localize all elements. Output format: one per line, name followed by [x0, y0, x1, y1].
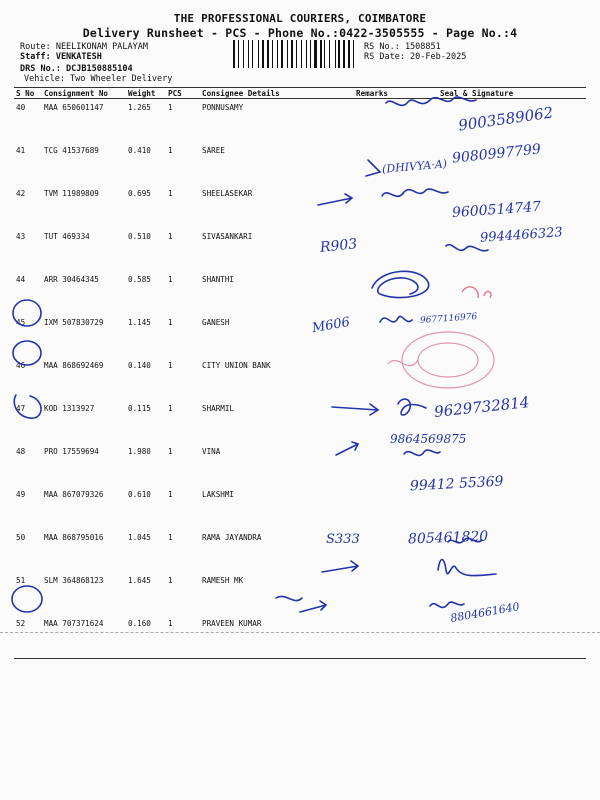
cell-sno: 48	[16, 447, 26, 456]
cell-weight: 0.610	[128, 490, 151, 499]
cell-consignment: SLM 364868123	[44, 576, 104, 585]
cell-sno: 41	[16, 146, 26, 155]
cell-sno: 40	[16, 103, 26, 112]
signature-40	[386, 97, 476, 105]
circle-mark-45	[13, 300, 41, 326]
cell-consignee: SHANTHI	[202, 275, 235, 284]
cell-weight: 1.265	[128, 103, 151, 112]
runsheet-subtitle: Delivery Runsheet - PCS - Phone No.:0422-3505555 - Page No.:4	[82, 26, 518, 40]
staff-label: Staff: VENKATESH	[20, 52, 102, 62]
cell-pcs: 1	[168, 404, 173, 413]
cell-sno: 42	[16, 189, 26, 198]
cell-pcs: 1	[168, 490, 173, 499]
cell-consignee: VINA	[202, 447, 221, 456]
cell-sno: 52	[14, 615, 42, 659]
stamp-outer	[402, 332, 494, 388]
cell-sno: 51	[16, 576, 26, 585]
cell-consignment: MAA 707371624	[42, 615, 126, 659]
cell-consignee: SIVASANKARI	[202, 232, 253, 241]
cell-sno: 47	[16, 404, 26, 413]
cell-weight: 0.160	[126, 615, 166, 659]
cell-consignee: SAREE	[202, 146, 225, 155]
handwritten-code-43: R903	[319, 236, 358, 256]
cell-pcs: 1	[168, 103, 173, 112]
circle-mark-52	[12, 586, 42, 612]
col-sno: S No	[14, 88, 42, 99]
cell-consignment: TUT 469334	[44, 232, 90, 241]
arrow-42	[318, 194, 352, 205]
drs-label: DRS No.: DCJB150885104	[20, 64, 133, 74]
arrow-41	[366, 160, 380, 176]
route-label: Route: NEELIKONAM PALAYAM	[20, 42, 148, 52]
col-signature: Seal & Signature	[416, 88, 586, 99]
cell-sno: 44	[16, 275, 26, 284]
rs-number: RS No.: 1508851	[364, 42, 441, 52]
handwritten-code-45: M606	[310, 314, 352, 337]
cell-consignee: LAKSHMI	[202, 490, 235, 499]
cell-pcs: 1	[168, 576, 173, 585]
stamp-inner	[418, 343, 478, 377]
col-consignment: Consignment No	[42, 88, 126, 99]
cell-sno: 49	[16, 490, 26, 499]
cell-consignment: MAA 867079326	[44, 490, 104, 499]
cell-weight: 1.145	[128, 318, 151, 327]
col-consignee: Consignee Details	[200, 88, 354, 99]
cell-consignee: CITY UNION BANK	[202, 361, 271, 370]
cell-consignee: SHARMIL	[202, 404, 235, 413]
handwritten-phone-40: 9003589062	[457, 103, 555, 135]
cell-weight: 0.115	[128, 404, 151, 413]
scribble-52	[276, 596, 302, 600]
cell-sno: 45	[16, 318, 26, 327]
handwritten-phone-45: 9677116976	[419, 312, 478, 326]
signature-48	[404, 450, 440, 455]
cell-weight: 1.980	[128, 447, 151, 456]
circle-mark-46	[13, 341, 41, 365]
cell-sno: 43	[16, 232, 26, 241]
handwritten-name-41: (DHIVYA·A)	[381, 157, 448, 176]
signature-52	[430, 602, 464, 607]
cell-pcs: 1	[168, 533, 173, 542]
cell-pcs: 1	[168, 146, 173, 155]
signature-44	[372, 271, 429, 297]
cell-consignee: PONNUSAMY	[202, 103, 244, 112]
signature-42	[382, 189, 448, 196]
handwritten-phone-41: 9080997799	[451, 141, 542, 167]
handwritten-phone-49: 99412 55369	[409, 473, 504, 495]
handwritten-phone-50: 805461820	[407, 528, 489, 548]
handwritten-phone-42: 9600514747	[451, 198, 542, 222]
handwritten-phone-52: 8804661640	[449, 600, 521, 625]
company-title: THE PROFESSIONAL COURIERS, COIMBATORE	[173, 12, 427, 25]
cell-pcs: 1	[168, 318, 173, 327]
cell-pcs: 1	[168, 447, 173, 456]
vehicle-label: Vehicle: Two Wheeler Delivery	[24, 74, 173, 84]
cell-weight: 0.585	[128, 275, 151, 284]
col-pcs: PCS	[166, 88, 200, 99]
col-remarks: Remarks	[354, 88, 416, 99]
cell-weight: 1.645	[128, 576, 151, 585]
arrow-52	[300, 601, 326, 612]
handwritten-phone-48: 9864569875	[390, 432, 467, 446]
cell-weight: 0.695	[128, 189, 151, 198]
cell-pcs: 1	[168, 361, 173, 370]
handwritten-phone-43: 9944466323	[479, 225, 564, 246]
handwritten-phone-47: 9629732814	[433, 393, 531, 421]
cell-weight: 0.140	[128, 361, 151, 370]
cell-consignment: PRO 17559694	[44, 447, 99, 456]
signature-51	[438, 560, 496, 576]
cell-pcs: 1	[166, 615, 200, 659]
signature-47	[398, 399, 426, 415]
cell-pcs: 1	[168, 189, 173, 198]
arrow-48	[336, 442, 358, 455]
cell-weight: 0.410	[128, 146, 151, 155]
cell-consignee: RAMESH MK	[202, 576, 244, 585]
cell-weight: 0.510	[128, 232, 151, 241]
cell-consignment: MAA 868692469	[44, 361, 104, 370]
cell-consignment: IXM 507830729	[44, 318, 104, 327]
col-weight: Weight	[126, 88, 166, 99]
arrow-51	[322, 561, 358, 572]
handwritten-code-50: S333	[326, 532, 360, 547]
cell-consignment: TVM 11989809	[44, 189, 99, 198]
pink-note-44	[462, 287, 491, 298]
circle-mark-47	[14, 395, 41, 418]
cell-sno: 50	[16, 533, 26, 542]
cell-consignee: RAMA JAYANDRA	[202, 533, 262, 542]
cell-consignee: SHEELASEKAR	[202, 189, 253, 198]
cell-weight: 1.045	[128, 533, 151, 542]
cell-consignee: GANESH	[202, 318, 230, 327]
cell-sno: 46	[16, 361, 26, 370]
cell-consignment: TCG 41537689	[44, 146, 99, 155]
cell-consignment: ARR 30464345	[44, 275, 99, 284]
rs-date: RS Date: 20-Feb-2025	[364, 52, 467, 62]
cell-consignment: MAA 868795016	[44, 533, 104, 542]
cell-pcs: 1	[168, 232, 173, 241]
arrow-47	[332, 404, 378, 415]
cell-consignee: PRAVEEN KUMAR	[200, 615, 354, 659]
signature-45	[380, 316, 412, 322]
page-footer-rule	[0, 632, 600, 634]
cell-pcs: 1	[168, 275, 173, 284]
cell-consignment: MAA 650601147	[44, 103, 104, 112]
cell-consignment: KOD 1313927	[44, 404, 95, 413]
